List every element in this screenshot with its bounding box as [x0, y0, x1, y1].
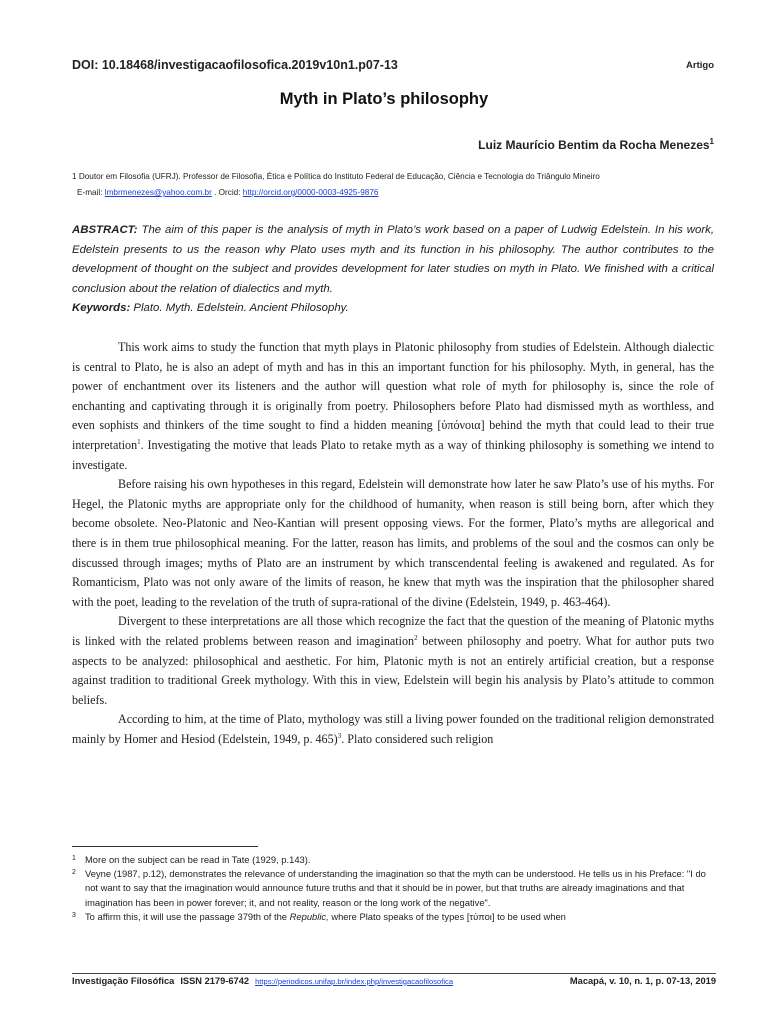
- orcid-label: . Orcid:: [214, 188, 241, 197]
- abstract-block: [72, 221, 714, 319]
- footnote-divider: [72, 846, 258, 847]
- paragraph-4-text: According to him, at the time of Plato, mythology was still a living power founded on the traditional religion demonstrated mainly by Homer and Hesiod (Edelstein, 1949, p. 465): [72, 712, 714, 746]
- footnote-text: More on the subject can be read in Tate (1929, p.143).: [85, 854, 311, 865]
- keywords-label: Keywords:: [72, 302, 131, 315]
- keywords-text: Plato. Myth. Edelstein. Ancient Philosophy.: [133, 302, 349, 315]
- footnote-number: 1: [72, 855, 76, 862]
- paragraph-4-text-end: . Plato considered such religion: [341, 731, 494, 746]
- paragraph-1-text: This work aims to study the function that myth plays in Platonic philosophy from studies of Edelstein. Although dialectic is central to Plato, he is also an adept of myth and has in this an important function for his philosophy. Myth, in general, has the power of enchantment over its listeners and the author will question what role of myth for philosophy is, since the role of enchanting and captivating through it is originally from poetry. Philosophers before Plato had dismissed myth as worthless, and even sophists and thinkers of the time sought to find a hidden meaning [ὑπόνοια] behind the myth that could lead to their true interpretation: [72, 340, 714, 452]
- paragraph-3: [72, 612, 714, 710]
- footnote-number: 2: [72, 869, 76, 877]
- footnote-ref-2[interactable]: 2: [414, 633, 418, 642]
- paragraph-4: [72, 710, 714, 749]
- paragraph-1-text-end: . Investigating the motive that leads Plato to retake myth as a way of thinking philosophy is something we intend to investigate.: [72, 437, 714, 472]
- footnote-1: [72, 853, 716, 867]
- author-line: [478, 137, 714, 152]
- affiliation-number: 1: [72, 172, 77, 181]
- page-footer: [72, 976, 716, 986]
- author-footnote-mark: 1: [709, 137, 714, 146]
- author-name: Luiz Maurício Bentim da Rocha Menezes: [478, 138, 710, 152]
- footnote-text-start: To affirm this, it will use the passage 379th of the: [85, 910, 290, 922]
- footnote-number: 3: [72, 911, 76, 919]
- footnote-text-end: where Plato speaks of the types [τύποι] to be used when: [328, 910, 566, 922]
- footnote-text: Veyne (1987, p.12), demonstrates the relevance of understanding the imagination so that the myth can be understood. He tells us in his Preface: "I do not want to say that the imagination would announce future truths and that it should be in power, but that truths are already imaginations and that imagination has been in power forever; it, and not reality, reason or the long work of the negative".: [85, 868, 706, 908]
- journal-name: Investigação Filosófica: [72, 976, 175, 986]
- affiliation-text: Doutor em Filosofia (UFRJ). Professor de Filosofia, Ética e Política do Instituto Federal de Educação, Ciência e Tecnologia do Triângulo Mineiro: [78, 172, 600, 181]
- footnote-2: [72, 867, 716, 910]
- abstract-label: ABSTRACT:: [72, 224, 138, 236]
- orcid-link[interactable]: http://orcid.org/0000-0003-4925-9876: [242, 188, 379, 197]
- article-type-tag: Artigo: [686, 60, 714, 71]
- paragraph-3-text-end: between philosophy and poetry. What for author puts two aspects to be analyzed: philosophical and aesthetic. For him, Platonic myth is not an entirely artificial creation, but a response against tradition to traditional Greek mythology. With this in view, Edelstein will begin his analysis by Plato’s attitude to common beliefs.: [72, 633, 714, 707]
- footnotes: [72, 853, 716, 924]
- paper-title: Myth in Plato’s philosophy: [279, 90, 489, 108]
- doi-line: DOI: 10.18468/investigacaofilosofica.2019v10n1.p07-13: [72, 58, 398, 72]
- abstract-text: The aim of this paper is the analysis of myth in Plato’s work based on a paper of Ludwig Edelstein. In his work, Edelstein presents to us the reason why Plato uses myth and its function in his philosophy. The author contributes to the development of thought on the subject and provides development for later studies on myth in Plato. We finished with a critical conclusion about the relation of dialectics and myth.: [72, 224, 714, 295]
- footer-divider: [72, 973, 716, 974]
- citation: Macapá, v. 10, n. 1, p. 07-13, 2019: [569, 976, 716, 986]
- paragraph-1: [72, 338, 714, 475]
- footnote-text: [85, 910, 716, 924]
- footnote-emphasis: Republic,: [289, 910, 329, 922]
- paragraph-3-text: Divergent to these interpretations are all those which recognize the fact that the question of the meaning of Platonic myths is linked with the related problems between reason and imagination: [72, 614, 714, 648]
- footnote-ref-1[interactable]: 1: [137, 437, 141, 446]
- affiliation-line: [72, 169, 722, 185]
- paragraph-2: Before raising his own hypotheses in this regard, Edelstein will demonstrate how later he saw Plato’s use of his myths. For Hegel, the Platonic myths are appropriate only for the childhood of humanity, when reason is still being born, after which they become obsolete. Neo-Platonic and Neo-Kantian will present opposing views. For the former, Plato’s myths are allegorical and there is in them true philosophical meaning. For the latter, reason has limits, and problems of the soul and the cosmos can only be discussed through images; myths of Plato are an instrument by which transcendental feeling is awakened and regulated. As for Romanticism, Plato was not only aware of the limits of reason, he knew that myth was the inspiration that the philosopher shared with the poet, leading to the revelation of the truth of supra-rational of the divine (Edelstein, 1949, p. 463-464).: [72, 477, 714, 609]
- footnote-ref-3[interactable]: 3: [337, 731, 342, 740]
- affiliation-block: [72, 169, 722, 201]
- issn: ISSN 2179-6742: [180, 976, 250, 986]
- contact-line: [72, 185, 722, 201]
- journal-url-link[interactable]: https://periodicos.unifap.br/index.php/investigacaofilosofica: [255, 976, 454, 986]
- footnote-3: [72, 910, 716, 924]
- body-text: [72, 338, 714, 749]
- email-link[interactable]: lmbrmenezes@yahoo.com.br: [104, 188, 212, 197]
- email-label: E-mail:: [77, 188, 103, 197]
